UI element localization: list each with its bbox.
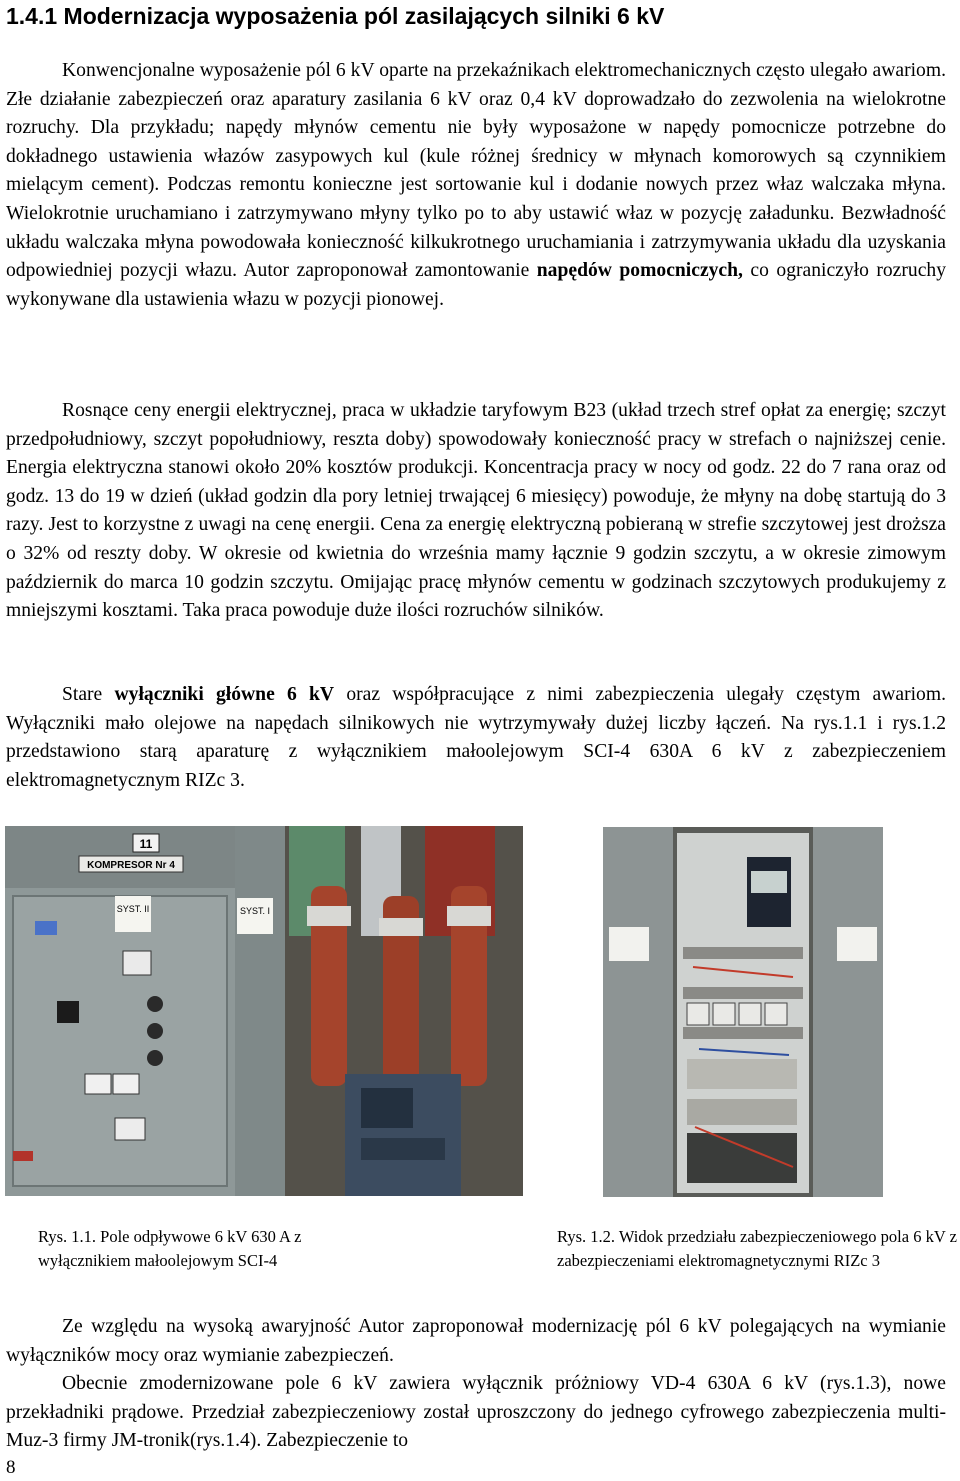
paragraph-intro-text: Konwencjonalne wyposażenie pól 6 kV oparte na przekaźnikach elektromechanicznych często ulegało awariom. Złe działanie zabezpieczeń oraz aparatury zasilania 6 kV oraz 0,4 kV doprowadzało do zezwolenia na wielokrotne rozruchy. Dla przykładu; napędy młynów cementu nie były wyposażone w napędy pomocnicze potrzebne do dokładnego ustawienia włazów zasypowych kul (kule różnej średnicy w młynach komorowych są czynnikiem mielącym cement). Podczas remontu konieczne jest sortowanie kul i dodanie nowych przez właz walczaka młyna. Wielokrotnie uruchamiano i zatrzymywano młyny tylko po to aby ustawić właz w pozycję załadunku. Bezwładność układu walczaka młyna powodowała konieczność kilkukrotnego uruchamiania i zatrzymywania układu dla uzyskania odpowiedniej pozycji włazu. Autor zaproponował zamontowanie [6,60,946,282]
paragraph-intro-end: co ograniczyło rozruchy wykonywane dla ustawienia włazu w pozycji pionowej. [6,260,946,310]
paragraph-vacuum-breaker: Obecnie zmodernizowane pole 6 kV zawiera wyłącznik próżniowy VD-4 630A 6 kV (rys.1.3), nowe przekładniki prądowe. Przedział zabezpieczeniowy został uproszczony do jednego cyfrowego zabezpieczenia multi-Muz-3 firmy JM-tronik(rys.1.4). Zabezpieczenie to [6,1373,946,1452]
paragraph-old-breakers-start: Stare [62,684,115,705]
figure-2-caption: Rys. 1.2. Widok przedziału zabezpieczeniowego pola 6 kV z zabezpieczeniami elektromagnetycznymi RIZc 3 [557,1227,957,1270]
panel-label: KOMPRESOR Nr 4 [87,860,175,871]
relay-compartment-illustration [603,827,883,1197]
switchgear-photo-illustration [5,826,523,1196]
figure-1-caption: Rys. 1.1. Pole odpływowe 6 kV 630 A z wyłącznikiem małoolejowym SCI-4 [38,1227,302,1270]
syst-label-1: SYST. I [239,906,271,916]
paragraph-energy-tariff: Rosnące ceny energii elektrycznej, praca w układzie taryfowym B23 (układ trzech stref opłat za energię; szczyt przedpołudniowy, szczyt popołudniowy, reszta doby) spowodowały konieczność pracy w strefach o najniższej cenie. Energia elektryczna stanowi około 20% kosztów produkcji. Koncentracja pracy w nocy od godz. 22 do 7 rana oraz od godz. 13 do 19 w dzień (układ godzin dla pory letniej trwającej 6 miesięcy) powoduje, że młyny na dobę startują do 3 razy. Jest to korzystne z uwagi na cenę energii. Cena za energię elektryczną pobieraną w strefie szczytowej jest droższa o 32% od reszty doby. W okresie od kwietnia do września mamy łącznie 9 godzin szczytu, a w okresie zimowym październik do marca 10 godzin szczytu. Omijając pracę młynów cementu w godzinach szczytowych produkujemy z mniejszymi kosztami. Taka praca powoduje duże ilości rozruchów silników. [6,400,946,622]
panel-number: 11 [139,837,153,851]
figure-2-photo [603,827,883,1197]
paragraph-old-breakers-end: oraz współpracujące z nimi zabezpieczenia ulegały częstym awariom. Wyłączniki mało olejowe na napędach silnikowych nie wytrzymywały dużej liczby łączeń. Na rys.1.1 i rys.1.2 przedstawiono starą aparaturę z wyłącznikiem małoolejowym SCI-4 630A 6 kV z zabezpieczeniem elektromagnetycznym RIZc 3. [6,684,946,791]
figure-1-photo [5,826,523,1196]
syst-label-2: SYST. II [116,904,150,914]
paragraph-modernization: Ze względu na wysoką awaryjność Autor zaproponował modernizację pól 6 kV polegających na wymianie wyłączników mocy oraz wymianie zabezpieczeń. [6,1316,946,1366]
paragraph-old-breakers [6,681,946,795]
paragraph-intro [6,57,946,314]
page-number: 8 [6,1457,16,1478]
bold-main-breakers: wyłączniki główne 6 kV [114,684,335,705]
section-heading: 1.4.1 Modernizacja wyposażenia pól zasilających silniki 6 kV [6,3,665,29]
bold-auxiliary-drives: napędów pomocniczych, [536,260,743,282]
